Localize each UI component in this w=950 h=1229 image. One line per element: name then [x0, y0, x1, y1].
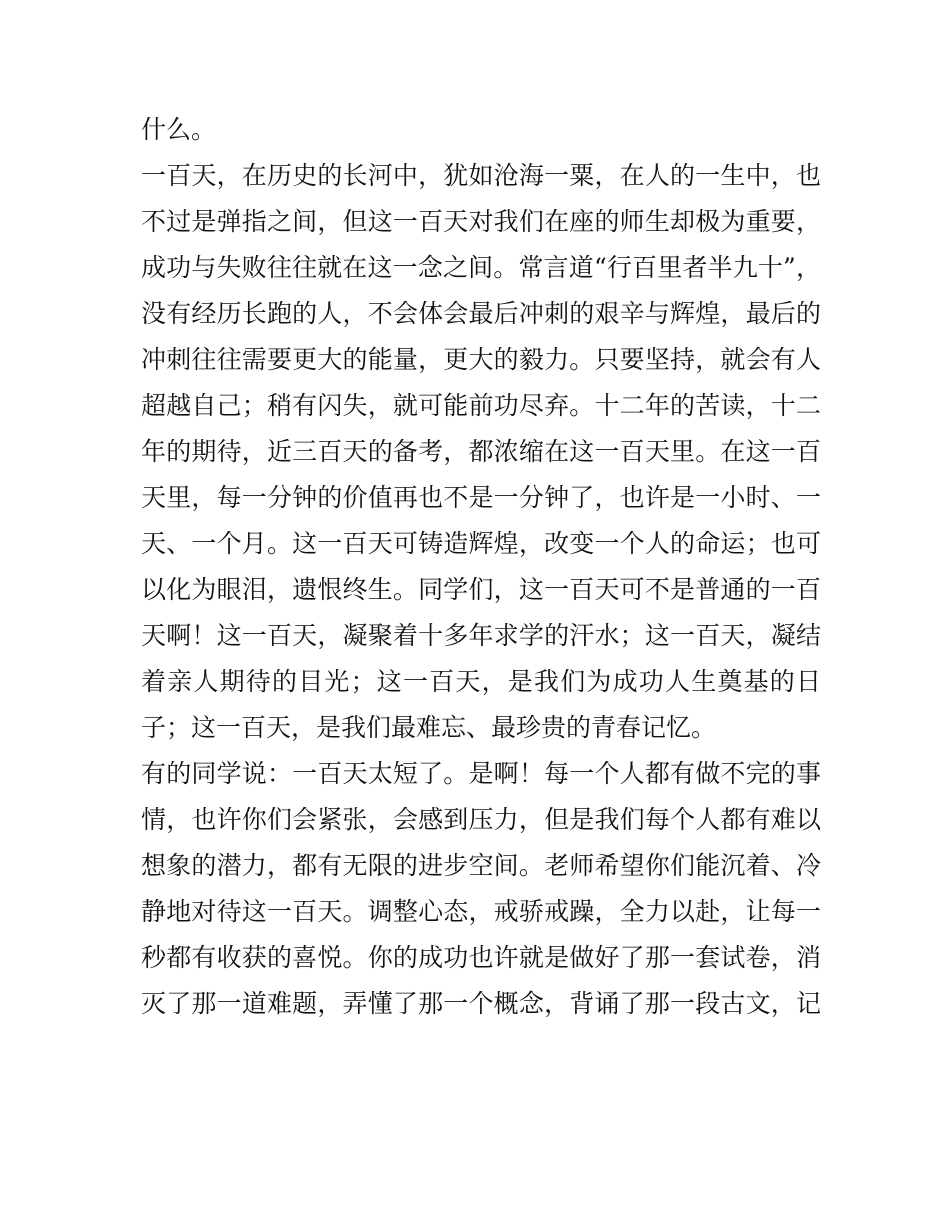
text-line: 秒都有收获的喜悦。你的成功也许就是做好了那一套试卷，消 — [141, 943, 821, 972]
text-line: 成功与失败往往就在这一念之间。常言道“行百里者半九十”， — [141, 253, 821, 282]
text-line: 天啊！这一百天，凝聚着十多年求学的汗水；这一百天，凝结 — [141, 621, 821, 650]
text-line: 一百天，在历史的长河中，犹如沧海一粟，在人的一生中，也 — [141, 161, 821, 190]
body-text — [141, 107, 821, 1027]
text-line: 着亲人期待的目光；这一百天，是我们为成功人生奠基的日 — [141, 667, 821, 696]
text-line: 有的同学说：一百天太短了。是啊！每一个人都有做不完的事 — [141, 759, 821, 788]
text-line: 天、一个月。这一百天可铸造辉煌，改变一个人的命运；也可 — [141, 529, 821, 558]
text-line: 超越自己；稍有闪失，就可能前功尽弃。十二年的苦读，十二 — [141, 391, 821, 420]
text-line: 不过是弹指之间，但这一百天对我们在座的师生却极为重要， — [141, 207, 821, 236]
text-line: 灭了那一道难题，弄懂了那一个概念，背诵了那一段古文，记 — [141, 989, 821, 1018]
text-line: 什么。 — [141, 115, 217, 144]
text-line: 静地对待这一百天。调整心态，戒骄戒躁，全力以赴，让每一 — [141, 897, 821, 926]
text-line: 以化为眼泪，遗恨终生。同学们，这一百天可不是普通的一百 — [141, 575, 821, 604]
text-line: 想象的潜力，都有无限的进步空间。老师希望你们能沉着、冷 — [141, 851, 821, 880]
text-line: 天里，每一分钟的价值再也不是一分钟了，也许是一小时、一 — [141, 483, 821, 512]
text-line: 年的期待，近三百天的备考，都浓缩在这一百天里。在这一百 — [141, 437, 821, 466]
text-line: 没有经历长跑的人，不会体会最后冲刺的艰辛与辉煌，最后的 — [141, 299, 821, 328]
text-line: 冲刺往往需要更大的能量，更大的毅力。只要坚持，就会有人 — [141, 345, 821, 374]
text-line: 情，也许你们会紧张，会感到压力，但是我们每个人都有难以 — [141, 805, 821, 834]
text-line: 子；这一百天，是我们最难忘、最珍贵的青春记忆。 — [141, 713, 717, 742]
